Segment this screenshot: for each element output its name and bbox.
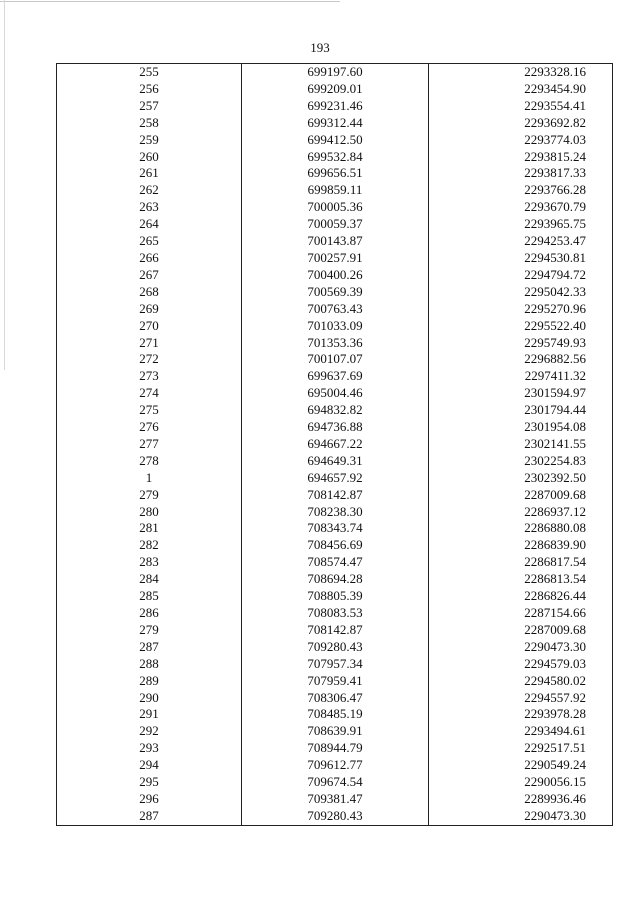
table-row (57, 588, 613, 605)
y-coordinate-cell: 2294530.81 (429, 250, 613, 267)
x-coordinate-cell: 708574.47 (242, 554, 429, 571)
x-coordinate-cell: 699209.01 (242, 81, 429, 98)
table-row (57, 723, 613, 740)
x-coordinate-cell: 694736.88 (242, 419, 429, 436)
x-coordinate-cell: 708142.87 (242, 487, 429, 504)
point-id-cell: 287 (57, 808, 242, 825)
x-coordinate-cell: 708944.79 (242, 740, 429, 757)
x-coordinate-cell: 709280.43 (242, 639, 429, 656)
y-coordinate-cell: 2287154.66 (429, 605, 613, 622)
point-id-cell: 262 (57, 182, 242, 199)
table-row (57, 250, 613, 267)
y-coordinate-cell: 2290473.30 (429, 808, 613, 825)
x-coordinate-cell: 701353.36 (242, 335, 429, 352)
x-coordinate-cell: 700143.87 (242, 233, 429, 250)
table-row (57, 335, 613, 352)
x-coordinate-cell: 695004.46 (242, 385, 429, 402)
table-row (57, 554, 613, 571)
point-id-cell: 293 (57, 740, 242, 757)
table-row (57, 368, 613, 385)
point-id-cell: 280 (57, 504, 242, 521)
x-coordinate-cell: 700059.37 (242, 216, 429, 233)
table-row (57, 98, 613, 115)
y-coordinate-cell: 2302254.83 (429, 453, 613, 470)
table-row (57, 402, 613, 419)
point-id-cell: 291 (57, 706, 242, 723)
x-coordinate-cell: 700107.07 (242, 351, 429, 368)
table-row (57, 267, 613, 284)
table-row (57, 182, 613, 199)
point-id-cell: 260 (57, 149, 242, 166)
y-coordinate-cell: 2290056.15 (429, 774, 613, 791)
point-id-cell: 286 (57, 605, 242, 622)
y-coordinate-cell: 2293978.28 (429, 706, 613, 723)
point-id-cell: 270 (57, 318, 242, 335)
point-id-cell: 287 (57, 639, 242, 656)
x-coordinate-cell: 708238.30 (242, 504, 429, 521)
point-id-cell: 264 (57, 216, 242, 233)
x-coordinate-cell: 709381.47 (242, 791, 429, 808)
table-row (57, 639, 613, 656)
x-coordinate-cell: 699859.11 (242, 182, 429, 199)
table-row (57, 216, 613, 233)
y-coordinate-cell: 2293815.24 (429, 149, 613, 166)
y-coordinate-cell: 2287009.68 (429, 622, 613, 639)
y-coordinate-cell: 2290473.30 (429, 639, 613, 656)
table-row (57, 301, 613, 318)
point-id-cell: 279 (57, 487, 242, 504)
y-coordinate-cell: 2286839.90 (429, 537, 613, 554)
x-coordinate-cell: 708142.87 (242, 622, 429, 639)
table-row (57, 504, 613, 521)
x-coordinate-cell: 708639.91 (242, 723, 429, 740)
table-row (57, 537, 613, 554)
y-coordinate-cell: 2294580.02 (429, 673, 613, 690)
table-row (57, 318, 613, 335)
point-id-cell: 290 (57, 690, 242, 707)
y-coordinate-cell: 2292517.51 (429, 740, 613, 757)
y-coordinate-cell: 2293817.33 (429, 165, 613, 182)
y-coordinate-cell: 2293774.03 (429, 132, 613, 149)
table-row (57, 774, 613, 791)
point-id-cell: 295 (57, 774, 242, 791)
x-coordinate-cell: 708805.39 (242, 588, 429, 605)
table-row (57, 791, 613, 808)
y-coordinate-cell: 2302392.50 (429, 470, 613, 487)
y-coordinate-cell: 2293670.79 (429, 199, 613, 216)
point-id-cell: 265 (57, 233, 242, 250)
y-coordinate-cell: 2293494.61 (429, 723, 613, 740)
page-number: 193 (310, 40, 330, 55)
scan-edge-top (0, 1, 340, 2)
y-coordinate-cell: 2301954.08 (429, 419, 613, 436)
point-id-cell: 257 (57, 98, 242, 115)
point-id-cell: 1 (57, 470, 242, 487)
point-id-cell: 269 (57, 301, 242, 318)
x-coordinate-cell: 709612.77 (242, 757, 429, 774)
point-id-cell: 292 (57, 723, 242, 740)
x-coordinate-cell: 699312.44 (242, 115, 429, 132)
y-coordinate-cell: 2301794.44 (429, 402, 613, 419)
point-id-cell: 289 (57, 673, 242, 690)
y-coordinate-cell: 2294557.92 (429, 690, 613, 707)
y-coordinate-cell: 2302141.55 (429, 436, 613, 453)
point-id-cell: 282 (57, 537, 242, 554)
x-coordinate-cell: 709280.43 (242, 808, 429, 825)
x-coordinate-cell: 699656.51 (242, 165, 429, 182)
x-coordinate-cell: 701033.09 (242, 318, 429, 335)
table-row (57, 740, 613, 757)
x-coordinate-cell: 709674.54 (242, 774, 429, 791)
point-id-cell: 275 (57, 402, 242, 419)
x-coordinate-cell: 694657.92 (242, 470, 429, 487)
table-row (57, 165, 613, 182)
point-id-cell: 284 (57, 571, 242, 588)
y-coordinate-cell: 2294579.03 (429, 656, 613, 673)
y-coordinate-cell: 2296882.56 (429, 351, 613, 368)
x-coordinate-cell: 708343.74 (242, 520, 429, 537)
x-coordinate-cell: 700763.43 (242, 301, 429, 318)
table-row (57, 284, 613, 301)
y-coordinate-cell: 2294253.47 (429, 233, 613, 250)
table-row (57, 419, 613, 436)
point-id-cell: 261 (57, 165, 242, 182)
point-id-cell: 296 (57, 791, 242, 808)
table-row (57, 622, 613, 639)
point-id-cell: 283 (57, 554, 242, 571)
point-id-cell: 281 (57, 520, 242, 537)
table-row (57, 149, 613, 166)
x-coordinate-cell: 707957.34 (242, 656, 429, 673)
coordinate-table-body (57, 64, 613, 826)
table-row (57, 351, 613, 368)
x-coordinate-cell: 699532.84 (242, 149, 429, 166)
point-id-cell: 266 (57, 250, 242, 267)
x-coordinate-cell: 699637.69 (242, 368, 429, 385)
x-coordinate-cell: 708306.47 (242, 690, 429, 707)
point-id-cell: 268 (57, 284, 242, 301)
y-coordinate-cell: 2293692.82 (429, 115, 613, 132)
y-coordinate-cell: 2301594.97 (429, 385, 613, 402)
table-row (57, 757, 613, 774)
x-coordinate-cell: 700005.36 (242, 199, 429, 216)
table-row (57, 656, 613, 673)
point-id-cell: 256 (57, 81, 242, 98)
point-id-cell: 259 (57, 132, 242, 149)
y-coordinate-cell: 2287009.68 (429, 487, 613, 504)
y-coordinate-cell: 2297411.32 (429, 368, 613, 385)
x-coordinate-cell: 700569.39 (242, 284, 429, 301)
table-row (57, 690, 613, 707)
table-row (57, 385, 613, 402)
y-coordinate-cell: 2286937.12 (429, 504, 613, 521)
y-coordinate-cell: 2293766.28 (429, 182, 613, 199)
coordinate-table-container (56, 63, 612, 826)
point-id-cell: 258 (57, 115, 242, 132)
point-id-cell: 288 (57, 656, 242, 673)
table-row (57, 706, 613, 723)
y-coordinate-cell: 2286826.44 (429, 588, 613, 605)
point-id-cell: 276 (57, 419, 242, 436)
y-coordinate-cell: 2293328.16 (429, 64, 613, 81)
point-id-cell: 294 (57, 757, 242, 774)
x-coordinate-cell: 708456.69 (242, 537, 429, 554)
x-coordinate-cell: 700400.26 (242, 267, 429, 284)
point-id-cell: 285 (57, 588, 242, 605)
table-row (57, 115, 613, 132)
x-coordinate-cell: 694649.31 (242, 453, 429, 470)
table-row (57, 132, 613, 149)
point-id-cell: 271 (57, 335, 242, 352)
x-coordinate-cell: 708694.28 (242, 571, 429, 588)
y-coordinate-cell: 2293554.41 (429, 98, 613, 115)
x-coordinate-cell: 707959.41 (242, 673, 429, 690)
y-coordinate-cell: 2289936.46 (429, 791, 613, 808)
y-coordinate-cell: 2295522.40 (429, 318, 613, 335)
coordinate-table (56, 63, 613, 826)
table-row (57, 808, 613, 825)
table-row (57, 64, 613, 81)
point-id-cell: 277 (57, 436, 242, 453)
point-id-cell: 273 (57, 368, 242, 385)
y-coordinate-cell: 2286817.54 (429, 554, 613, 571)
x-coordinate-cell: 708485.19 (242, 706, 429, 723)
point-id-cell: 278 (57, 453, 242, 470)
point-id-cell: 267 (57, 267, 242, 284)
table-row (57, 571, 613, 588)
table-row (57, 199, 613, 216)
y-coordinate-cell: 2293454.90 (429, 81, 613, 98)
scan-edge-left (4, 0, 5, 370)
y-coordinate-cell: 2295042.33 (429, 284, 613, 301)
point-id-cell: 274 (57, 385, 242, 402)
table-row (57, 436, 613, 453)
table-row (57, 487, 613, 504)
y-coordinate-cell: 2294794.72 (429, 267, 613, 284)
y-coordinate-cell: 2295749.93 (429, 335, 613, 352)
x-coordinate-cell: 694832.82 (242, 402, 429, 419)
table-row (57, 673, 613, 690)
y-coordinate-cell: 2295270.96 (429, 301, 613, 318)
table-row (57, 520, 613, 537)
y-coordinate-cell: 2290549.24 (429, 757, 613, 774)
point-id-cell: 263 (57, 199, 242, 216)
table-row (57, 470, 613, 487)
x-coordinate-cell: 699231.46 (242, 98, 429, 115)
x-coordinate-cell: 699412.50 (242, 132, 429, 149)
table-row (57, 605, 613, 622)
y-coordinate-cell: 2286813.54 (429, 571, 613, 588)
y-coordinate-cell: 2286880.08 (429, 520, 613, 537)
x-coordinate-cell: 700257.91 (242, 250, 429, 267)
x-coordinate-cell: 708083.53 (242, 605, 429, 622)
point-id-cell: 272 (57, 351, 242, 368)
x-coordinate-cell: 694667.22 (242, 436, 429, 453)
table-row (57, 81, 613, 98)
table-row (57, 453, 613, 470)
point-id-cell: 279 (57, 622, 242, 639)
table-row (57, 233, 613, 250)
y-coordinate-cell: 2293965.75 (429, 216, 613, 233)
point-id-cell: 255 (57, 64, 242, 81)
x-coordinate-cell: 699197.60 (242, 64, 429, 81)
